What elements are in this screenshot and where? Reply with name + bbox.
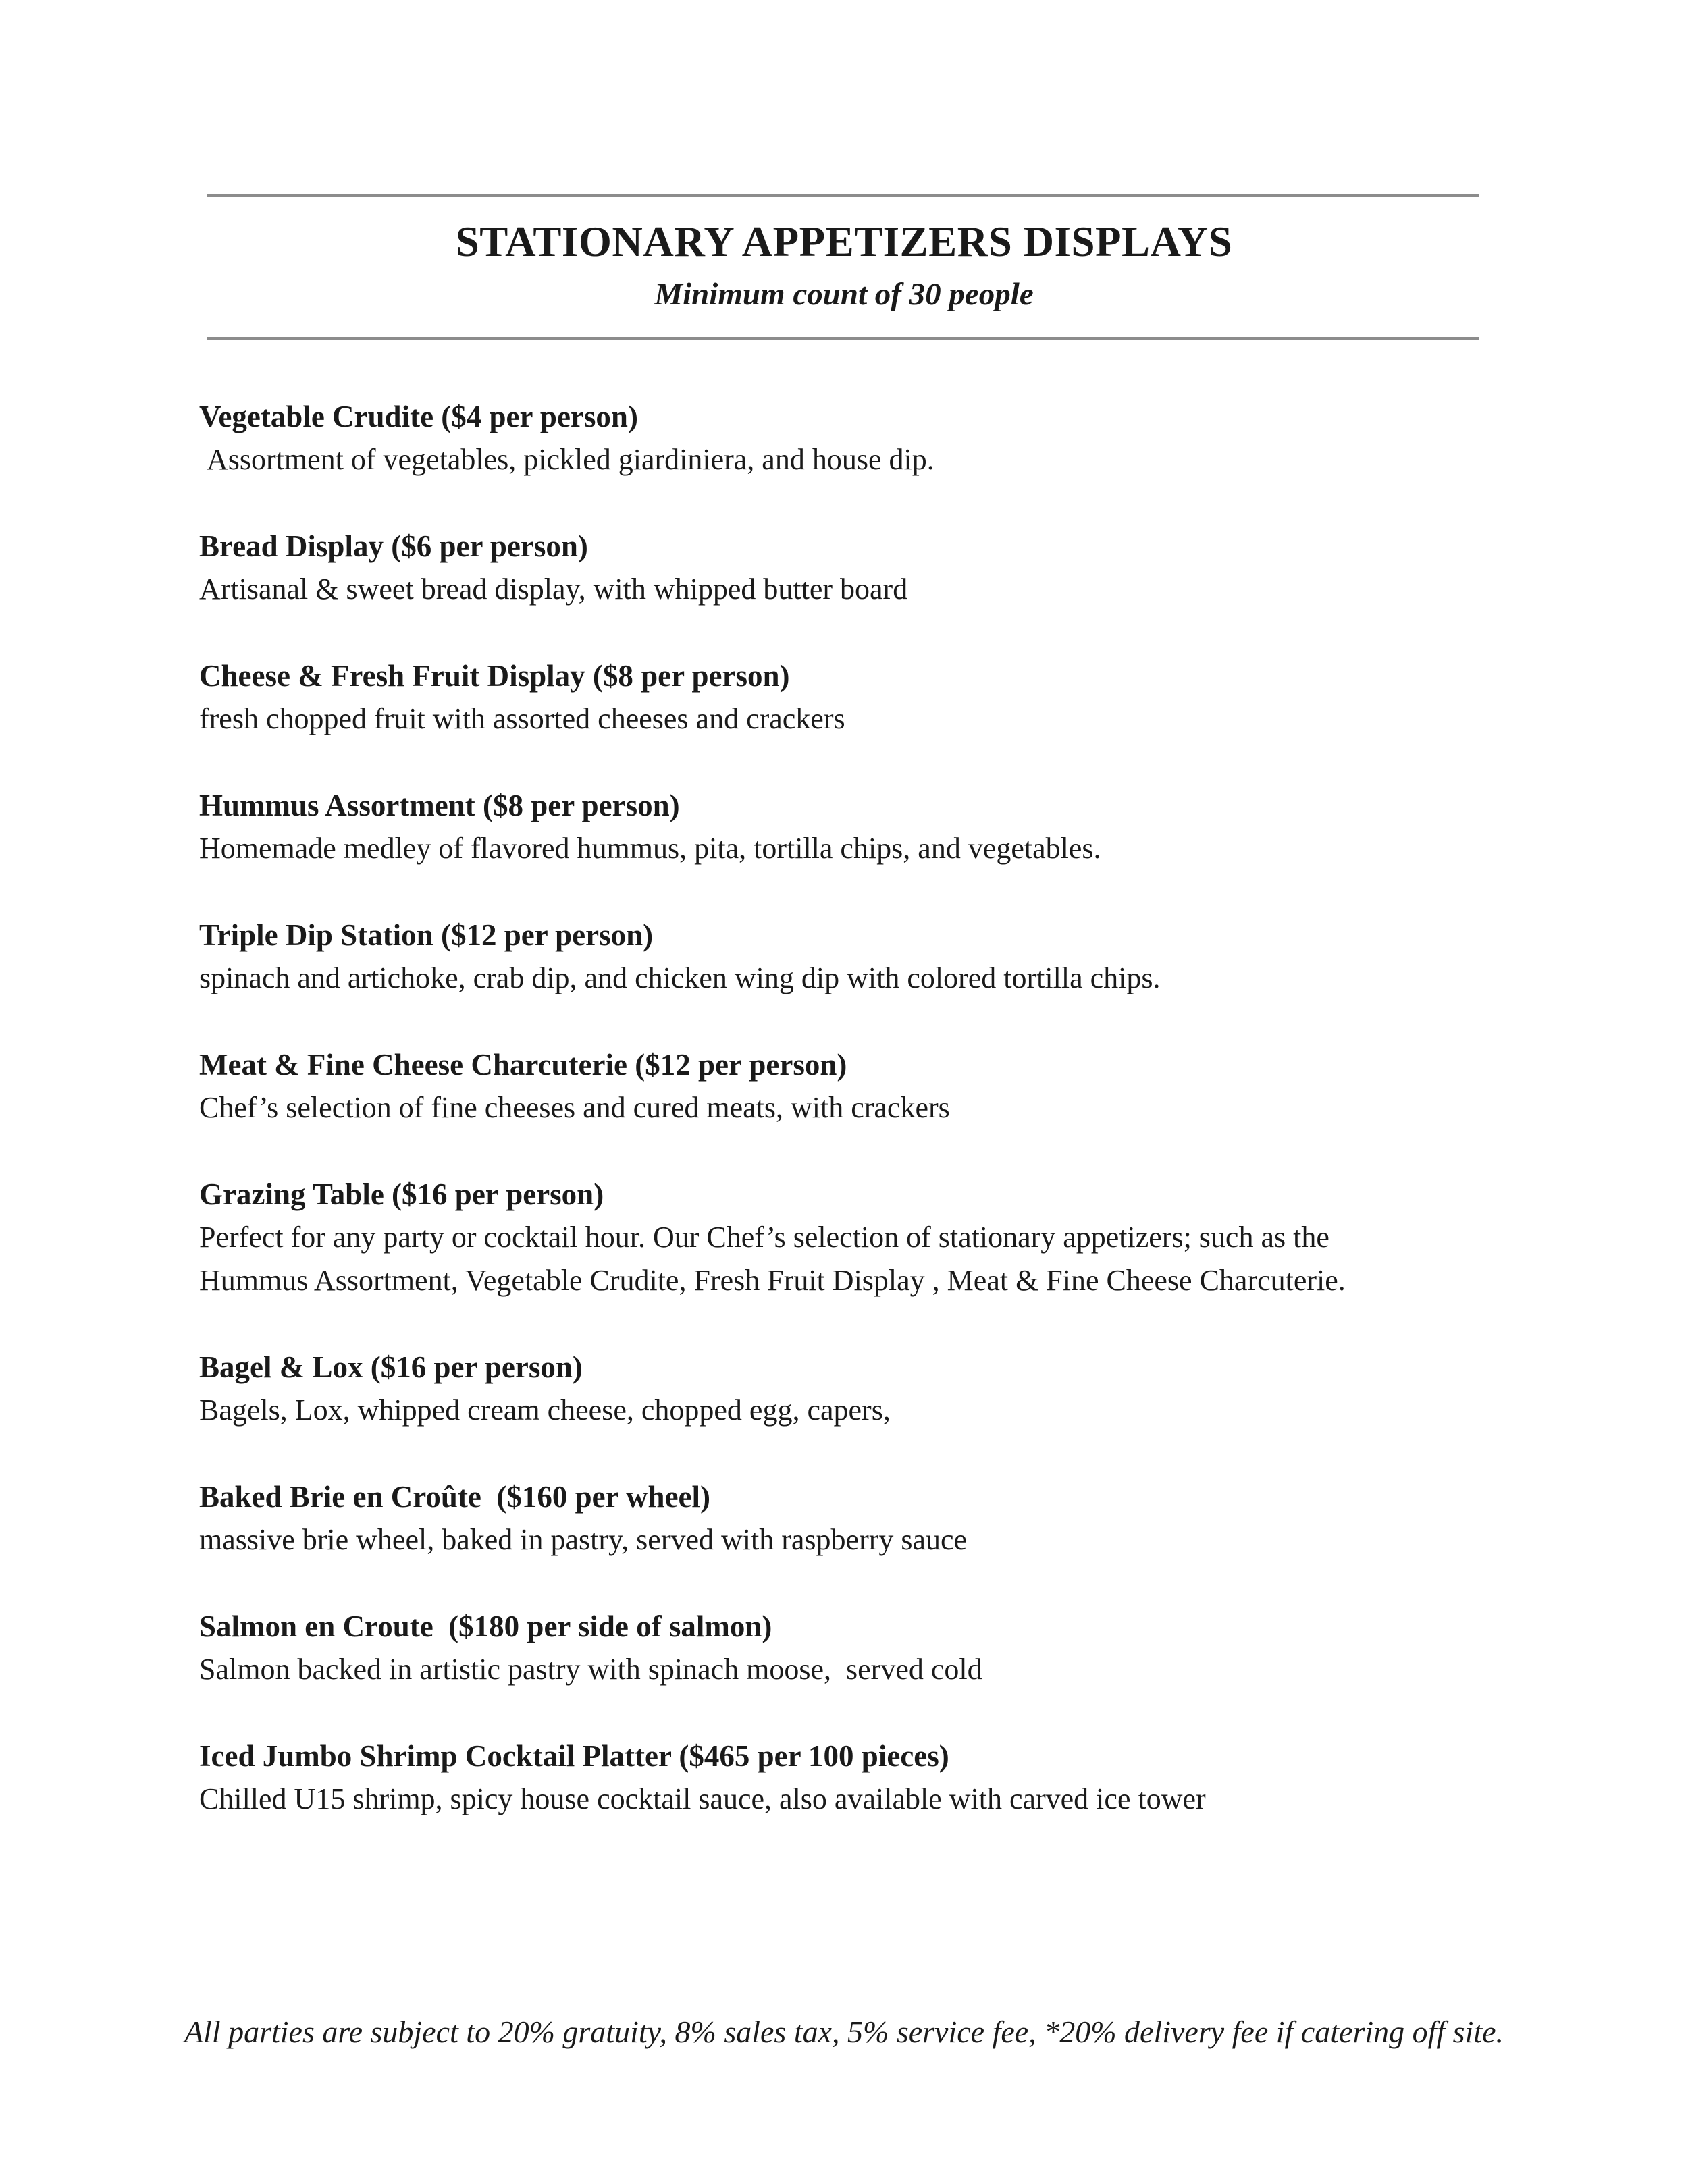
- menu-item-description: spinach and artichoke, crab dip, and chicken wing dip with colored tortilla chips.: [199, 961, 1161, 994]
- page-subtitle: Minimum count of 30 people: [654, 277, 1034, 312]
- page-title: STATIONARY APPETIZERS DISPLAYS: [455, 218, 1233, 265]
- menu-item-description: Chilled U15 shrimp, spicy house cocktail sauce, also available with carved ice tower: [199, 1782, 1206, 1815]
- menu-item-cheese-fruit-display: [199, 654, 1502, 784]
- menu-item-name: Bagel & Lox ($16 per person): [199, 1350, 583, 1384]
- menu-item-description: Assortment of vegetables, pickled giardiniera, and house dip.: [199, 443, 934, 476]
- menu-item-hummus-assortment: [199, 784, 1502, 913]
- menu-header: [0, 215, 1688, 316]
- menu-item-description: Perfect for any party or cocktail hour. Our Chef’s selection of stationary appetizers; such as the Hummus Assortment, Vegetable Crudite, Fresh Fruit Display , Meat & Fine Cheese Charcuterie.: [199, 1221, 1346, 1297]
- menu-item-description: Chef’s selection of fine cheeses and cured meats, with crackers: [199, 1091, 950, 1124]
- menu-item-name: Meat & Fine Cheese Charcuterie ($12 per person): [199, 1048, 847, 1082]
- menu-item-name: Bread Display ($6 per person): [199, 529, 588, 563]
- menu-item-name: Salmon en Croute ($180 per side of salmon): [199, 1609, 772, 1643]
- menu-item-description: fresh chopped fruit with assorted cheeses and crackers: [199, 702, 845, 735]
- menu-item-grazing-table: [199, 1173, 1502, 1346]
- menu-item-name: Baked Brie en Croûte ($160 per wheel): [199, 1480, 711, 1514]
- menu-items-list: [199, 395, 1502, 1864]
- menu-item-name: Triple Dip Station ($12 per person): [199, 918, 654, 952]
- menu-item-name: Grazing Table ($16 per person): [199, 1177, 604, 1211]
- menu-item-triple-dip-station: [199, 913, 1502, 1043]
- menu-item-charcuterie: [199, 1043, 1502, 1173]
- menu-item-name: Vegetable Crudite ($4 per person): [199, 400, 638, 433]
- menu-item-description: Artisanal & sweet bread display, with whipped butter board: [199, 572, 908, 606]
- footer-fees-note: All parties are subject to 20% gratuity, 8% sales tax, 5% service fee, *20% delivery fee if catering off site.: [184, 2015, 1504, 2049]
- menu-item-name: Iced Jumbo Shrimp Cocktail Platter ($465 per 100 pieces): [199, 1739, 949, 1773]
- menu-item-baked-brie: [199, 1475, 1502, 1605]
- menu-item-description: Salmon backed in artistic pastry with spinach moose, served cold: [199, 1653, 982, 1686]
- menu-item-description: Bagels, Lox, whipped cream cheese, chopped egg, capers,: [199, 1393, 891, 1427]
- menu-item-bagel-lox: [199, 1346, 1502, 1475]
- menu-item-name: Hummus Assortment ($8 per person): [199, 789, 680, 822]
- header-top-divider: [207, 194, 1479, 197]
- menu-item-description: Homemade medley of flavored hummus, pita, tortilla chips, and vegetables.: [199, 832, 1101, 865]
- header-bottom-divider: [207, 337, 1479, 340]
- menu-item-vegetable-crudite: [199, 395, 1502, 525]
- menu-item-bread-display: [199, 525, 1502, 654]
- menu-item-salmon-en-croute: [199, 1605, 1502, 1734]
- menu-item-description: massive brie wheel, baked in pastry, served with raspberry sauce: [199, 1523, 968, 1556]
- menu-item-name: Cheese & Fresh Fruit Display ($8 per person): [199, 659, 790, 693]
- menu-item-shrimp-cocktail: [199, 1734, 1502, 1864]
